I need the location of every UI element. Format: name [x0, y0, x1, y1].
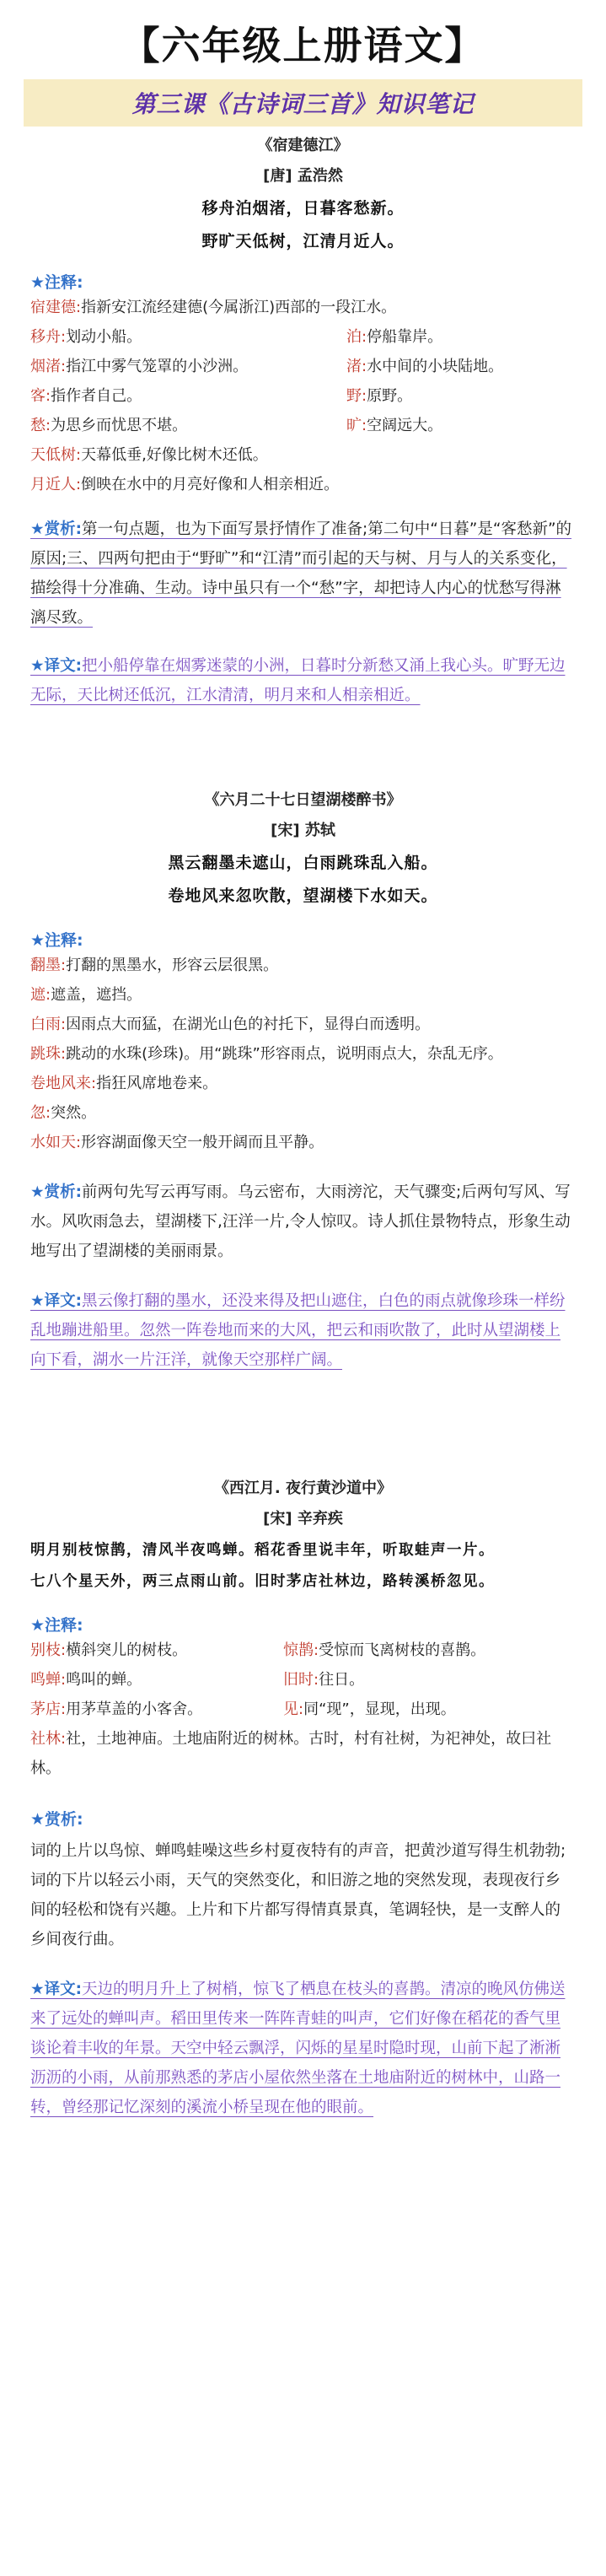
notes-heading: ★注释:	[30, 273, 83, 292]
appreciation-text: 前两句先写云再写雨。乌云密布，大雨滂沱，天气骤变;后两句写风、写水。风吹雨急去，望湖楼下,汪洋一片,令人惊叹。诗人抓住景物特点，形象生动地写出了望湖楼的美丽雨景。	[30, 1183, 571, 1260]
notes-heading: ★注释:	[30, 1616, 83, 1635]
note-term: 愁:	[30, 417, 51, 434]
note-item	[30, 440, 576, 470]
poem-line: 七八个星天外，两三点雨山前。旧时茅店社林边，路转溪桥忽见。	[30, 1573, 495, 1590]
note-definition: 同“现”，显现，出现。	[303, 1700, 456, 1718]
translation-text: 把小船停靠在烟雾迷蒙的小洲，日暮时分新愁又涌上我心头。旷野无边无际，天比树还低沉，江水清清，明月来和人相亲相近。	[30, 657, 566, 704]
poem-line: 野旷天低树，江清月近人。	[201, 232, 405, 251]
note-definition: 停船靠岸。	[367, 328, 443, 346]
note-item	[30, 1010, 576, 1039]
note-item	[30, 1724, 576, 1783]
note-definition: 为思乡而忧思不堪。	[51, 417, 188, 434]
translation-text: 天边的明月升上了树梢，惊飞了栖息在枝头的喜鹊。清凉的晚风仿佛送来了远处的蝉叫声。稻田里传来一阵阵青蛙的叫声，它们好像在稻花的香气里谈论着丰收的年景。天空中轻云飘浮，闪烁的星星时隐时现，山前下起了淅淅沥沥的小雨，从前那熟悉的茅店小屋依然坐落在土地庙附近的树林中，山路一转，曾经那记忆深刻的溪流小桥呈现在他的眼前。	[30, 1981, 566, 2116]
poem-author: [唐] 孟浩然	[263, 167, 343, 185]
notes-heading: ★注释:	[30, 931, 83, 950]
appreciation-label: ★赏析:	[30, 520, 82, 538]
note-term: 月近人:	[30, 476, 82, 493]
appreciation-heading: ★赏析:	[30, 1810, 83, 1829]
translation-text: 黑云像打翻的墨水，还没来得及把山遮住，白色的雨点就像珍珠一样纷乱地蹦进船里。忽然一阵卷地而来的大风，把云和雨吹散了，此时从望湖楼上向下看，湖水一片汪洋，就像天空那样广阔。	[30, 1292, 566, 1369]
poem-author: [宋] 苏轼	[271, 822, 335, 839]
note-definition: 倒映在水中的月亮好像和人相亲相近。	[81, 476, 340, 493]
note-item	[30, 293, 576, 322]
note-row	[30, 322, 576, 352]
note-definition: 因雨点大而猛，在湖光山色的衬托下，显得白而透明。	[66, 1016, 431, 1033]
note-definition: 突然。	[51, 1104, 97, 1122]
note-term: 鸣蝉:	[30, 1671, 67, 1689]
note-row	[30, 1636, 576, 1665]
note-definition: 水中间的小块陆地。	[367, 358, 504, 375]
note-term: 天低树:	[30, 446, 82, 464]
note-term: 别枝:	[30, 1641, 67, 1659]
note-term: 客:	[30, 387, 51, 405]
note-definition: 指狂风席地卷来。	[96, 1075, 218, 1092]
note-term: 忽:	[30, 1104, 51, 1122]
note-term: 旧时:	[283, 1671, 319, 1689]
note-definition: 指作者自己。	[51, 387, 142, 405]
note-definition: 受惊而飞离树枝的喜鹊。	[319, 1641, 486, 1659]
poem-title: 《六月二十七日望湖楼醉书》	[204, 791, 402, 809]
note-term: 渚:	[346, 358, 367, 375]
appreciation-label: ★赏析:	[30, 1183, 82, 1201]
translation-block	[30, 1286, 576, 1375]
note-definition: 形容湖面像天空一般开阔而且平静。	[81, 1134, 324, 1151]
note-item	[30, 1039, 576, 1069]
translation-block	[30, 651, 576, 710]
appreciation-text: 第一句点题，也为下面写景抒情作了准备;第二句中“日暮”是“客愁新”的原因;三、四两句把由于“野旷”和“江清”而引起的天与树、月与人的关系变化，描绘得十分准确、生动。诗中虽只有一个“愁”字，却把诗人内心的忧愁写得淋漓尽致。	[30, 520, 572, 627]
poem-section-1	[0, 133, 606, 710]
note-definition: 原野。	[367, 387, 413, 405]
poem-title: 《宿建德江》	[257, 137, 349, 154]
poem-section-3	[0, 1476, 606, 2122]
note-term: 旷:	[346, 417, 367, 434]
note-term: 白雨:	[30, 1016, 67, 1033]
note-item	[30, 1098, 576, 1128]
note-row	[30, 1665, 576, 1695]
note-row	[30, 411, 576, 440]
note-item	[30, 951, 576, 980]
note-definition: 鸣叫的蝉。	[66, 1671, 142, 1689]
poem-line: 黑云翻墨未遮山，白雨跳珠乱入船。	[168, 854, 438, 872]
appreciation-text: 词的上片以鸟惊、蝉鸣蛙噪这些乡村夏夜特有的声音，把黄沙道写得生机勃勃;词的下片以轻云小雨，天气的突然变化，和旧游之地的突然发现，表现夜行乡间的轻松和饶有兴趣。上片和下片都写得情真景真，笔调轻快，是一支醉人的乡间夜行曲。	[30, 1842, 566, 1948]
note-term: 移舟:	[30, 328, 67, 346]
note-item	[30, 470, 576, 499]
note-term: 惊鹊:	[283, 1641, 319, 1659]
note-row	[30, 352, 576, 381]
poem-author: [宋] 辛弃疾	[263, 1510, 343, 1528]
note-term: 跳珠:	[30, 1045, 67, 1063]
translation-label: ★译文:	[30, 1292, 82, 1310]
note-definition: 打翻的黑墨水，形容云层很黑。	[66, 957, 279, 974]
note-definition: 遮盖，遮挡。	[51, 986, 142, 1004]
poem-line: 卷地风来忽吹散，望湖楼下水如天。	[168, 887, 438, 905]
note-definition: 指新安江流经建德(今属浙江)西部的一段江水。	[81, 299, 397, 316]
note-term: 遮:	[30, 986, 51, 1004]
translation-block	[30, 1975, 576, 2122]
note-term: 社林:	[30, 1730, 67, 1748]
lesson-banner	[24, 79, 582, 127]
note-term: 茅店:	[30, 1700, 67, 1718]
note-term: 见:	[283, 1700, 304, 1718]
note-definition: 往日。	[319, 1671, 365, 1689]
appreciation-block	[30, 515, 576, 633]
poem-section-2	[0, 788, 606, 1375]
note-term: 烟渚:	[30, 358, 67, 375]
note-row	[30, 381, 576, 411]
poem-line: 移舟泊烟渚，日暮客愁新。	[201, 199, 405, 218]
note-row	[30, 1695, 576, 1724]
note-item	[30, 1069, 576, 1098]
note-definition: 横斜突儿的树枝。	[66, 1641, 188, 1659]
translation-label: ★译文:	[30, 1981, 82, 1998]
note-definition: 用茅草盖的小客舍。	[66, 1700, 203, 1718]
note-term: 卷地风来:	[30, 1075, 97, 1092]
note-term: 翻墨:	[30, 957, 67, 974]
note-term: 水如天:	[30, 1134, 82, 1151]
note-definition: 社，土地神庙。土地庙附近的树林。古时，村有社树，为祀神处，故曰社林。	[30, 1730, 552, 1777]
note-definition: 空阔远大。	[367, 417, 443, 434]
note-definition: 跳动的水珠(珍珠)。用“跳珠”形容雨点，说明雨点大，杂乱无序。	[66, 1045, 503, 1063]
note-item	[30, 980, 576, 1010]
lesson-title: 第三课《古诗词三首》知识笔记	[131, 90, 475, 118]
note-definition: 划动小船。	[66, 328, 142, 346]
page-title: 【六年级上册语文】	[121, 23, 485, 68]
note-term: 宿建德:	[30, 299, 82, 316]
poem-line: 明月别枝惊鹊，清风半夜鸣蝉。稻花香里说丰年，听取蛙声一片。	[30, 1542, 495, 1559]
note-item	[30, 1128, 576, 1157]
note-definition: 天幕低垂,好像比树木还低。	[81, 446, 268, 464]
note-definition: 指江中雾气笼罩的小沙洲。	[66, 358, 249, 375]
appreciation-block	[30, 1178, 576, 1266]
translation-label: ★译文:	[30, 657, 82, 675]
note-term: 泊:	[346, 328, 367, 346]
poem-title: 《西江月. 夜行黄沙道中》	[213, 1479, 393, 1497]
note-term: 野:	[346, 387, 367, 405]
